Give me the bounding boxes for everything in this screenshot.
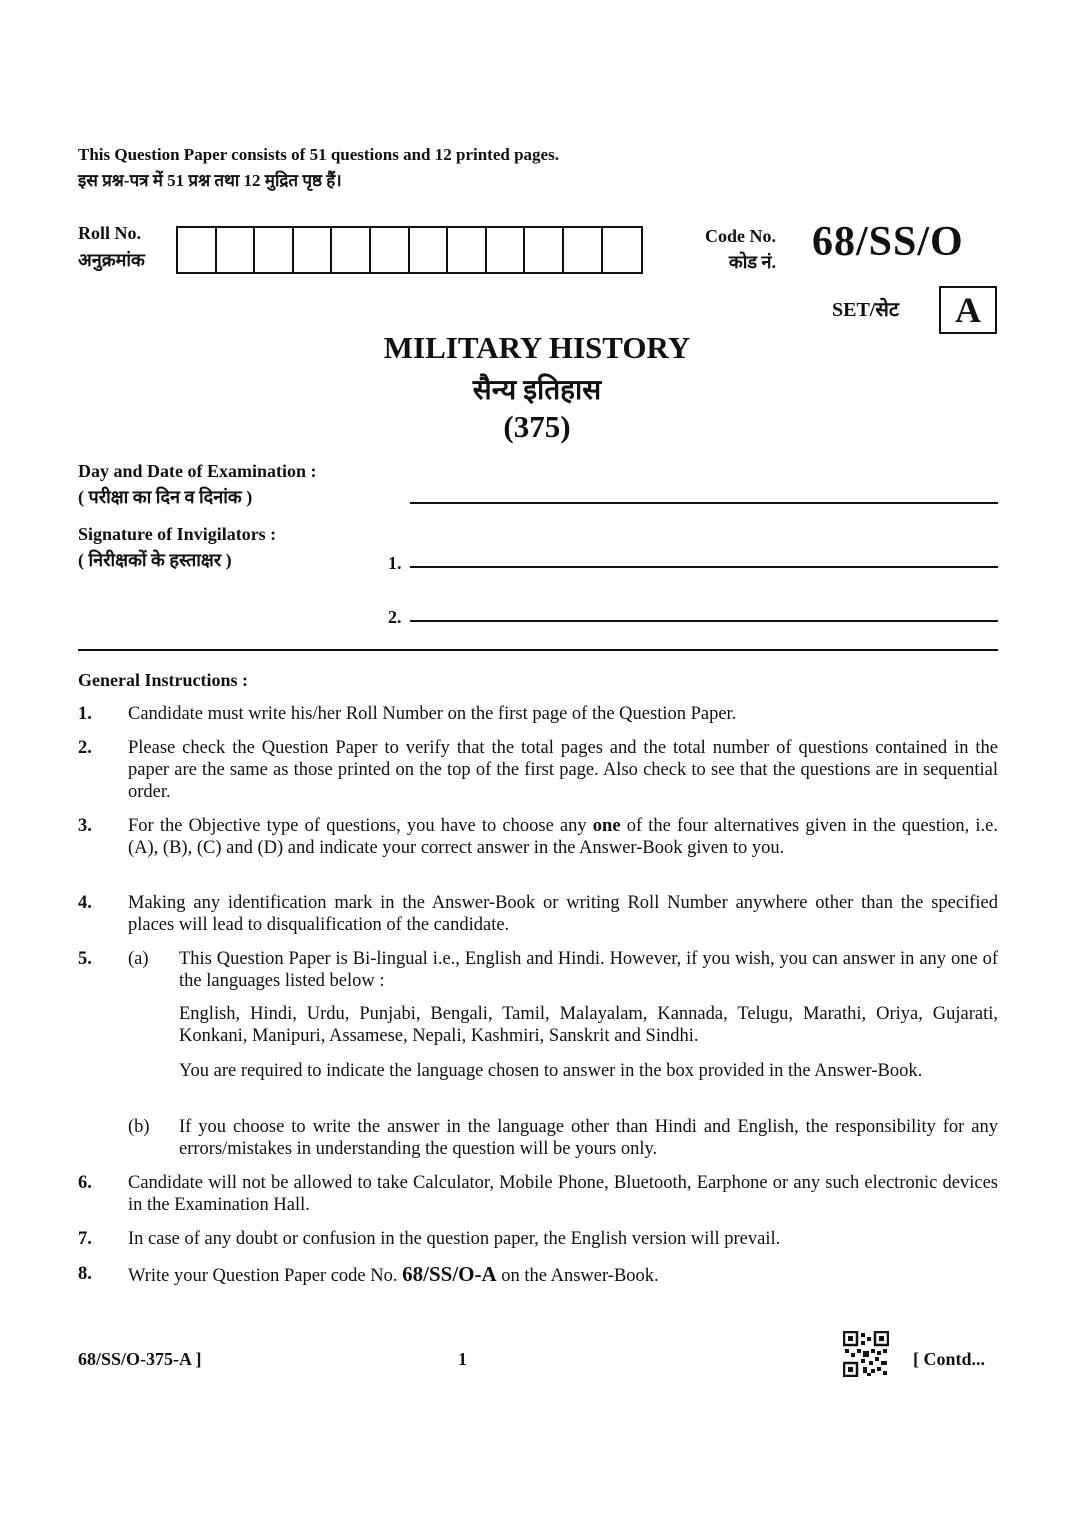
roll-number-box[interactable]	[217, 228, 256, 272]
instruction-text: Please check the Question Paper to verify that the total pages and the total number of questions contained in the paper are the same as those printed on the top of the first page. Also check to see that the questions are in sequential order.	[128, 738, 998, 802]
pages-info-hindi: इस प्रश्न-पत्र में 51 प्रश्न तथा 12 मुद्रित पृष्ठ हैं।	[78, 171, 342, 190]
signature-2-line[interactable]	[410, 620, 998, 622]
instruction-number: 1.	[78, 704, 92, 724]
language-note: You are required to indicate the language chosen to answer in the box provided in the Answer-Book.	[179, 1061, 923, 1081]
exam-date-label-hindi: ( परीक्षा का दिन व दिनांक )	[78, 487, 253, 507]
instruction-number: 6.	[78, 1173, 92, 1193]
instruction-item	[78, 737, 998, 803]
roll-number-label-hindi: अनुक्रमांक	[78, 250, 145, 270]
instruction-text: Write your Question Paper code No. 68/SS/O-A on the Answer-Book.	[128, 1262, 659, 1286]
page-number: 1	[458, 1349, 467, 1369]
roll-number-box[interactable]	[448, 228, 487, 272]
invigilator-signature-label: Signature of Invigilators :	[78, 524, 277, 544]
instruction-text: For the Objective type of questions, you have to choose any one of the four alternatives given in the question, i.e. (A), (B), (C) and (D) and indicate your correct answer in the Answer-Book given to you.	[128, 816, 999, 858]
instruction-number: 8.	[78, 1264, 92, 1284]
roll-number-boxes[interactable]	[176, 226, 643, 274]
signature-1-line[interactable]	[410, 566, 998, 568]
instruction-item	[78, 1228, 998, 1250]
instruction-item	[78, 1263, 998, 1289]
instruction-number: 3.	[78, 816, 92, 836]
instruction-text: Candidate must write his/her Roll Number on the first page of the Question Paper.	[128, 704, 737, 724]
instruction-text: In case of any doubt or confusion in the question paper, the English version will prevail.	[128, 1229, 781, 1249]
roll-number-label: Roll No.	[78, 223, 141, 243]
instructions-heading: General Instructions :	[78, 670, 248, 690]
subject-title-hindi: सैन्य इतिहास	[472, 375, 602, 406]
paper-code-emphasis: 68/SS/O-A	[402, 1262, 497, 1286]
code-number-label-hindi: कोड नं.	[728, 252, 776, 272]
section-divider	[78, 649, 998, 651]
continued-note: [ Contd...	[913, 1349, 986, 1369]
signature-2-number: 2.	[388, 607, 402, 627]
roll-number-box[interactable]	[525, 228, 564, 272]
subject-title: MILITARY HISTORY	[383, 330, 691, 365]
roll-number-box[interactable]	[603, 228, 642, 272]
instruction-item	[78, 703, 998, 725]
code-number-value: 68/SS/O	[812, 219, 964, 265]
instruction-text: Candidate will not be allowed to take Calculator, Mobile Phone, Bluetooth, Earphone or any such electronic devices in the Examination Hall.	[128, 1173, 998, 1215]
instruction-text: Making any identification mark in the Answer-Book or writing Roll Number anywhere other than the specified places will lead to disqualification of the candidate.	[128, 893, 998, 935]
roll-number-box[interactable]	[371, 228, 410, 272]
roll-number-box[interactable]	[564, 228, 603, 272]
emphasis-one: one	[592, 816, 621, 836]
instruction-item	[78, 815, 998, 881]
sub-item-text: This Question Paper is Bi-lingual i.e., English and Hindi. However, if you wish, you can answer in any one of the languages listed below :	[179, 949, 998, 991]
qr-code-icon	[843, 1331, 889, 1377]
set-label: SET/सेट	[832, 299, 899, 321]
subject-code: (375)	[503, 409, 571, 444]
instruction-item	[78, 948, 998, 1163]
sub-item-label: (a)	[128, 949, 149, 969]
roll-number-box[interactable]	[178, 228, 217, 272]
exam-date-line[interactable]	[410, 502, 998, 504]
sub-item-label: (b)	[128, 1117, 150, 1137]
set-value: A	[955, 290, 981, 330]
roll-number-box[interactable]	[294, 228, 333, 272]
roll-number-box[interactable]	[487, 228, 526, 272]
footer-paper-code: 68/SS/O-375-A ]	[78, 1349, 202, 1369]
roll-number-box[interactable]	[255, 228, 294, 272]
exam-date-label: Day and Date of Examination :	[78, 461, 317, 481]
instruction-number: 5.	[78, 949, 92, 969]
invigilator-signature-label-hindi: ( निरीक्षकों के हस्ताक्षर )	[78, 550, 232, 570]
pages-info-english: This Question Paper consists of 51 questions and 12 printed pages.	[78, 145, 559, 164]
roll-number-box[interactable]	[410, 228, 449, 272]
language-list: English, Hindi, Urdu, Punjabi, Bengali, Tamil, Malayalam, Kannada, Telugu, Marathi, Oriya, Gujarati, Konkani, Manipuri, Assamese, Nepali, Kashmiri, Sanskrit and Sindhi.	[179, 1004, 998, 1046]
set-box	[939, 286, 997, 334]
instruction-number: 2.	[78, 738, 92, 758]
roll-number-box[interactable]	[332, 228, 371, 272]
instruction-item	[78, 892, 998, 936]
signature-1-number: 1.	[388, 553, 402, 573]
instruction-number: 4.	[78, 893, 92, 913]
instruction-item	[78, 1172, 998, 1216]
instruction-number: 7.	[78, 1229, 92, 1249]
sub-item-text: If you choose to write the answer in the language other than Hindi and English, the responsibility for any errors/mistakes in understanding the question will be yours only.	[179, 1117, 998, 1159]
code-number-label: Code No.	[705, 226, 776, 246]
